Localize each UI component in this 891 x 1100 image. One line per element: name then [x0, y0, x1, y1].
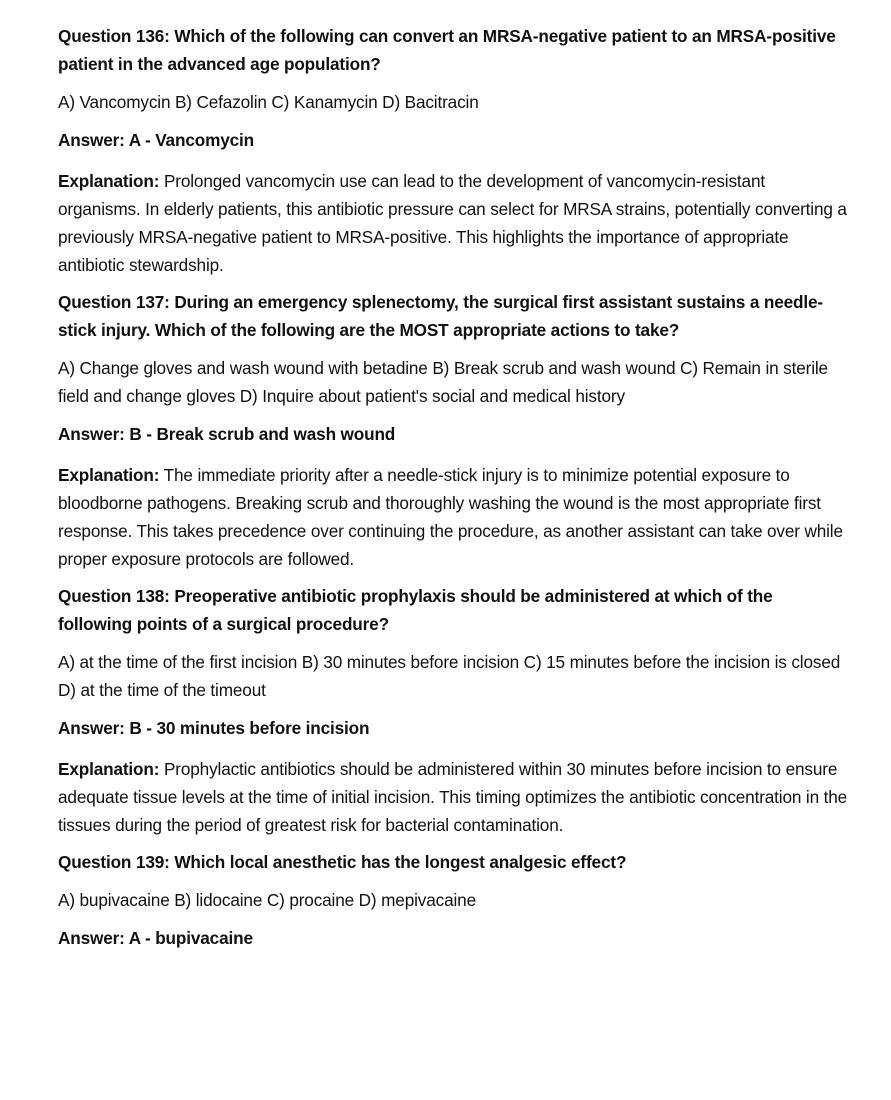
explanation-text: Prophylactic antibiotics should be administered within 30 minutes before incision to ensure adequate tissue levels at the time of initial incision. This timing optimizes the antibiotic concentration in the tissues during the period of greatest risk for bacterial contamination. [58, 759, 848, 835]
question-text: Question 136: Which of the following can convert an MRSA-negative patient to an MRSA-positive patient in the advanced age population? [58, 26, 836, 74]
question-text: Question 137: During an emergency splenectomy, the surgical first assistant sustains a needle-stick injury. Which of the following are the MOST appropriate actions to take? [58, 292, 823, 340]
question-block-139 [58, 848, 851, 952]
question-block-136 [58, 22, 851, 279]
answer-options: A) Change gloves and wash wound with betadine B) Break scrub and wash wound C) Remain in sterile field and change gloves D) Inquire about patient's social and medical history [58, 358, 828, 406]
answer-options: A) at the time of the first incision B) 30 minutes before incision C) 15 minutes before the incision is closed D) at the time of the timeout [58, 652, 841, 700]
question-block-138 [58, 582, 851, 839]
answer-options: A) bupivacaine B) lidocaine C) procaine D) mepivacaine [58, 890, 476, 910]
correct-answer: Answer: B - Break scrub and wash wound [58, 424, 396, 444]
explanation-label: Explanation: [58, 759, 160, 779]
answer-options: A) Vancomycin B) Cefazolin C) Kanamycin D) Bacitracin [58, 92, 479, 112]
explanation [58, 167, 851, 279]
explanation [58, 755, 851, 839]
explanation-label: Explanation: [58, 171, 160, 191]
question-block-137 [58, 288, 851, 573]
explanation-text: Prolonged vancomycin use can lead to the development of vancomycin-resistant organisms. In elderly patients, this antibiotic pressure can select for MRSA strains, potentially converting a previously MRSA-negative patient to MRSA-positive. This highlights the importance of appropriate antibiotic stewardship. [58, 171, 847, 275]
correct-answer: Answer: A - Vancomycin [58, 130, 254, 150]
explanation-label: Explanation: [58, 465, 160, 485]
correct-answer: Answer: A - bupivacaine [58, 928, 253, 948]
question-text: Question 138: Preoperative antibiotic prophylaxis should be administered at which of the following points of a surgical procedure? [58, 586, 773, 634]
explanation-text: The immediate priority after a needle-stick injury is to minimize potential exposure to bloodborne pathogens. Breaking scrub and thoroughly washing the wound is the most appropriate first response. This takes precedence over continuing the procedure, as another assistant can take over while proper exposure protocols are followed. [58, 465, 843, 569]
question-text: Question 139: Which local anesthetic has the longest analgesic effect? [58, 852, 627, 872]
correct-answer: Answer: B - 30 minutes before incision [58, 718, 370, 738]
explanation [58, 461, 851, 573]
